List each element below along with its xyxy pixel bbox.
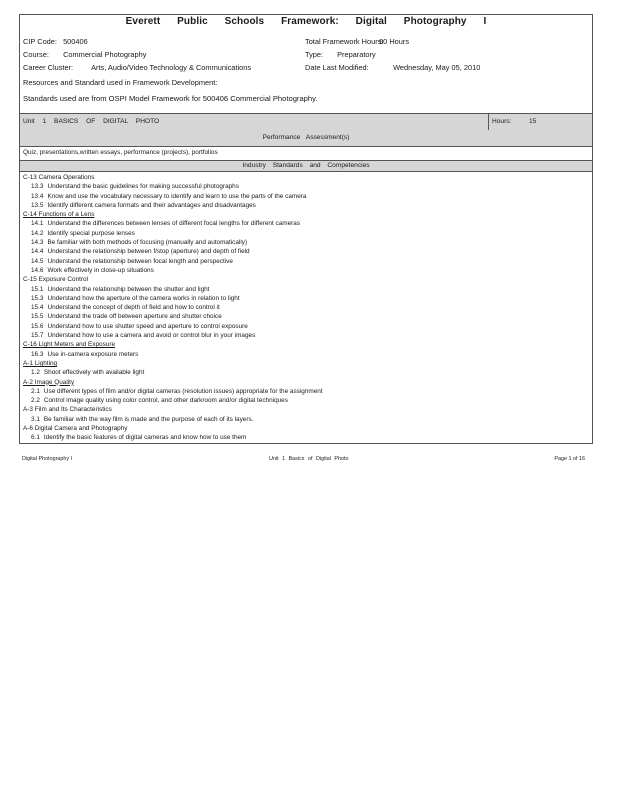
competency-number: 2.1 [31, 387, 40, 395]
competency-text: Work effectively in close-up situations [47, 266, 154, 274]
competency-number: 15.6 [31, 322, 44, 330]
unit-divider [488, 114, 489, 130]
competency-item [23, 192, 589, 201]
competency-item [23, 312, 589, 321]
competency-text: Identify different camera formats and their advantages and disadvantages [47, 201, 256, 209]
competency-text: Know and use the vocabulary necessary to identify and learn to use the parts of the camera [47, 192, 307, 200]
total-hours-label: Total Framework Hours: [305, 37, 384, 46]
unit-hours-label: Hours: [492, 118, 512, 125]
competency-item [23, 294, 589, 303]
framework-meta [20, 29, 592, 94]
career-cluster-value: Arts, Audio/Video Technology & Communications [91, 63, 252, 72]
competency-text: Control image quality using color control, and other darkroom and/or digital techniques [43, 397, 288, 405]
competency-text: Understand how the aperture of the camera works in relation to light [47, 294, 240, 302]
competency-item [23, 415, 589, 424]
competency-text: Identify special purpose lenses [47, 229, 135, 237]
cip-label: CIP Code: [23, 37, 57, 46]
competency-number: 14.6 [31, 266, 44, 274]
competency-item [23, 368, 589, 377]
competency-number: 15.3 [31, 294, 44, 302]
competency-text: Shoot effectively with available light [43, 369, 145, 377]
standards-note: Standards used are from OSPI Model Framework for 500406 Commercial Photography. [23, 94, 318, 103]
competency-text: Understand the relationship between focal length and perspective [47, 257, 233, 265]
competency-item [23, 433, 589, 442]
competency-number: 6.1 [31, 434, 40, 442]
competency-item [23, 396, 589, 405]
competency-item [23, 303, 589, 312]
competency-item [23, 322, 589, 331]
competency-text: Understand how to use a camera and avoid or control blur in your images [47, 332, 256, 340]
competency-text: Identify the basic features of digital cameras and know how to use them [43, 434, 247, 442]
course-value: Commercial Photography [63, 50, 147, 59]
competency-group: C-16 Light Meters and Exposure [23, 341, 116, 349]
framework-frame [19, 14, 593, 444]
competency-number: 16.3 [31, 350, 44, 358]
competency-item [23, 266, 589, 275]
competency-number: 13.4 [31, 192, 44, 200]
competency-text: Understand the trade off between aperture and shutter choice [47, 313, 222, 321]
type-label: Type: [305, 50, 324, 59]
competency-number: 14.5 [31, 257, 44, 265]
total-hours-value: 90 Hours [379, 37, 410, 46]
framework-page [19, 14, 593, 444]
cip-value: 500406 [63, 37, 88, 46]
unit-header [20, 113, 592, 147]
competency-number: 15.7 [31, 332, 44, 340]
competency-number: 13.5 [31, 201, 44, 209]
competency-number: 1.2 [31, 369, 40, 377]
competency-item [23, 201, 589, 210]
competency-item [23, 257, 589, 266]
competency-group: C-13 Camera Operations [23, 174, 95, 181]
competency-group: C-15 Exposure Control [23, 276, 89, 284]
competency-text: Use different types of film and/or digital cameras (resolution issues) appropriate for the assignment [43, 387, 323, 395]
footer-page-number: Page 1 of 16 [554, 456, 585, 462]
competency-item [23, 247, 589, 256]
competency-number: 13.3 [31, 183, 44, 191]
unit-hours-value: 15 [529, 118, 537, 125]
competency-number: 14.2 [31, 229, 44, 237]
competency-group: A-1 Lighting [23, 359, 58, 367]
course-label: Course: [23, 50, 49, 59]
competency-number: 14.4 [31, 248, 44, 256]
industry-standards-heading: Industry Standards and Competencies [20, 160, 592, 172]
assessment-list: Quiz, presentations,written essays, performance (projects), portfolios [23, 149, 218, 156]
footer-course: Digital Photography I [22, 456, 73, 462]
competency-number: 14.3 [31, 239, 44, 247]
competency-text: Use in-camera exposure meters [47, 350, 139, 358]
unit-title: Unit 1 BASICS OF DIGITAL PHOTO [23, 118, 160, 125]
page-footer [19, 456, 593, 464]
competency-number: 14.1 [31, 220, 44, 228]
competency-group: A-6 Digital Camera and Photography [23, 425, 128, 433]
resources-label: Resources and Standard used in Framework Development: [23, 78, 218, 87]
competency-number: 15.4 [31, 304, 44, 312]
competency-list [20, 172, 592, 443]
footer-unit: Unit 1 Basics of Digital Photo [269, 456, 349, 462]
competency-number: 3.1 [31, 415, 40, 423]
competency-text: Be familiar with the way film is made and the purpose of each of its layers. [43, 415, 254, 423]
date-modified-value: Wednesday, May 05, 2010 [393, 63, 481, 72]
competency-item [23, 219, 589, 228]
career-cluster-label: Career Cluster: [23, 63, 74, 72]
competency-number: 15.5 [31, 313, 44, 321]
competency-item [23, 182, 589, 191]
competency-item [23, 331, 589, 340]
competency-text: Be familiar with both methods of focusing (manually and automatically) [47, 239, 248, 247]
competency-item [23, 285, 589, 294]
competency-text: Understand how to use shutter speed and aperture to control exposure [47, 322, 248, 330]
competency-item [23, 238, 589, 247]
competency-text: Understand the basic guidelines for making successful photographs [47, 183, 239, 191]
competency-text: Understand the differences between lenses of different focal lengths for different cameras [47, 220, 301, 228]
competency-item [23, 387, 589, 396]
competency-group: A-3 Film and Its Characteristics [23, 406, 112, 414]
competency-number: 15.1 [31, 285, 44, 293]
competency-item [23, 350, 589, 359]
competency-group: C-14 Functions of a Lens [23, 211, 95, 219]
date-modified-label: Date Last Modified: [305, 63, 369, 72]
competency-item [23, 229, 589, 238]
competency-text: Understand the relationship between f/stop (aperture) and depth of field [47, 248, 250, 256]
type-value: Preparatory [337, 50, 376, 59]
page-title: Everett Public Schools Framework: Digital Photography I [125, 16, 487, 27]
performance-assessment-heading: Performance Assessment(s) [262, 134, 350, 141]
competency-number: 2.2 [31, 397, 40, 405]
competency-text: Understand the relationship between the shutter and light [47, 285, 210, 293]
competency-text: Understand the concept of depth of field and how to control it [47, 304, 220, 312]
competency-group: A-2 Image Quality [23, 378, 75, 386]
